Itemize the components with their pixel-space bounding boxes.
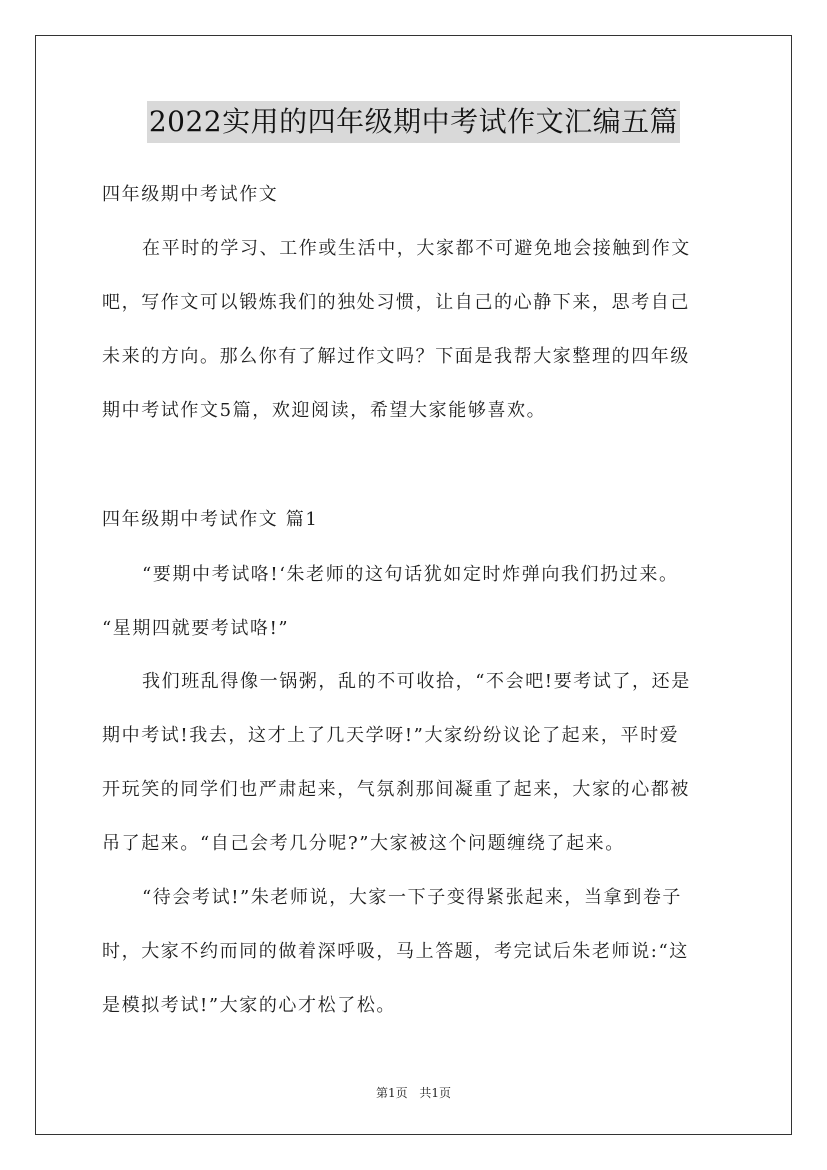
intro-line: 吧，写作文可以锻炼我们的独处习惯，让自己的心静下来，思考自己 (102, 292, 690, 313)
paragraph-line: 开玩笑的同学们也严肃起来，气氛刹那间凝重了起来，大家的心都被 (102, 779, 690, 800)
page-number-total: 共1页 (419, 1086, 452, 1100)
paragraph-line: 我们班乱得像一锅粥，乱的不可收拾，“不会吧!要考试了，还是 (142, 671, 691, 692)
paragraph-line: 吊了起来。“自己会考几分呢?”大家被这个问题缠绕了起来。 (102, 833, 625, 854)
paragraph-line: 时，大家不约而同的做着深呼吸，马上答题，考完试后朱老师说:“这 (102, 941, 689, 962)
intro-line: 在平时的学习、工作或生活中，大家都不可避免地会接触到作文 (142, 238, 691, 259)
title-container (0, 101, 827, 143)
page-number-current: 第1页 (375, 1086, 408, 1100)
paragraph-line: “要期中考试咯!‘朱老师的这句话犹如定时炸弹向我们扔过来。 (142, 564, 679, 585)
page-footer (0, 1084, 827, 1101)
document-title: 2022实用的四年级期中考试作文汇编五篇 (147, 101, 680, 143)
paragraph-line: 是模拟考试!”大家的心才松了松。 (102, 995, 397, 1016)
paragraph-line: 期中考试!我去，这才上了几天学呀!”大家纷纷议论了起来，平时爱 (102, 725, 680, 746)
intro-line: 期中考试作文5篇，欢迎阅读，希望大家能够喜欢。 (102, 400, 547, 421)
intro-heading: 四年级期中考试作文 (102, 184, 279, 205)
paragraph-line: “待会考试!”朱老师说，大家一下子变得紧张起来，当拿到卷子 (142, 887, 683, 908)
intro-line: 未来的方向。那么你有了解过作文吗？下面是我帮大家整理的四年级 (102, 346, 690, 367)
section-heading: 四年级期中考试作文 篇1 (102, 509, 319, 530)
paragraph-line: “星期四就要考试咯!” (102, 618, 290, 639)
